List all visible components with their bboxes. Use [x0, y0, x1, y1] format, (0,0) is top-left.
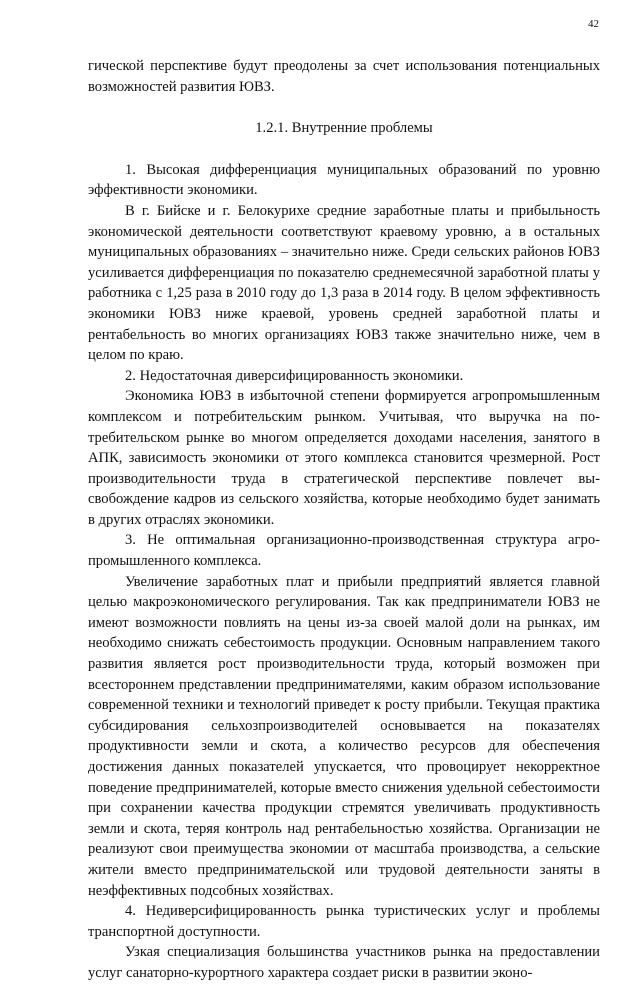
section-heading: 1.2.1. Внутренние проблемы — [255, 120, 433, 137]
paragraph-problem-3-body: Увеличение заработных плат и прибыли предприятий является главной целью макроэкономического регулирования. Так как предприниматели ЮВЗ не имеют возможности повлиять на цены из-за своей малой доли на рынках, им необходимо снижать себестоимость продукции. Основным направлением такого развития является рост производительности труда, который возможен при всестороннем представлении предпринимателями, каким образом использование современной техники и технологий приведет к росту прибыли. Текущая практика субсидирования сельхозпроизводителей основывается на показателях продуктивности земли и скота, а количество ресурсов для обеспечения достижения данных показателей упускается, что провоцирует некорректное поведение предпринимателей, которые вместо снижения удельной себестоимости при сохранении качества продукции стремятся увеличивать продуктивность земли и скота, теряя контроль над рентабельностью хозяйства. Организации не реализуют свои преимущества экономии от масштаба производства, а сельские жители вместо предпринимательской или трудовой деятельности заняты в неэффективных подсобных хозяйствах. — [88, 573, 600, 899]
lead-paragraph: гической перспективе будут преодолены за счет использования потенциальных возможностей развития ЮВЗ. — [88, 58, 600, 95]
page-number: 42 — [588, 18, 599, 30]
paragraph-problem-4-title: 4. Недиверсифицированность рынка туристических услуг и проблемы транспортной доступности. — [88, 903, 600, 940]
paragraph-problem-2-title: 2. Недостаточная диверсифицированность экономики. — [125, 367, 464, 384]
paragraph-problem-1-title: 1. Высокая дифференциация муниципальных образований по уровню эффективности экономики. — [88, 161, 600, 199]
paragraph-problem-3-title: 3. Не оптимальная организационно-производственная структура агропромышленного комплекса. — [88, 532, 600, 570]
paragraph-problem-2-body: Экономика ЮВЗ в избыточной степени формируется агропромышленным комплексом и потребительским рынком. Учитывая, что выручка на потребительском рынке во многом определяется доходами населения, занятого в АПК, зависимость экономики от этого комплекса становится чрезмерной. Рост производительности труда в стратегической перспективе повлечет высвобождение кадров из сельского хозяйства, которые необходимо будет занимать в других отраслях экономики. — [88, 388, 600, 528]
paragraph-problem-1-body: В г. Бийске и г. Белокурихе средние заработные платы и прибыльность экономической деятельности соответствуют краевому уровню, а в остальных муниципальных образованиях – значительно ниже. Среди сельских районов ЮВЗ усиливается дифференциация по показателю среднемесячной заработной платы у работника с 1,25 раза в 2010 году до 1,3 раза в 2014 году. В целом эффективность экономики ЮВЗ ниже краевой, уровень средней заработной платы и рентабельность во многих организациях ЮВЗ также значительно ниже, чем в целом по краю. — [88, 202, 600, 364]
document-body — [88, 56, 600, 984]
paragraph-problem-4-body: Узкая специализация большинства участников рынка на предоставлении услуг санаторно-курортного характера создает риски в развитии эконо- — [88, 944, 600, 981]
